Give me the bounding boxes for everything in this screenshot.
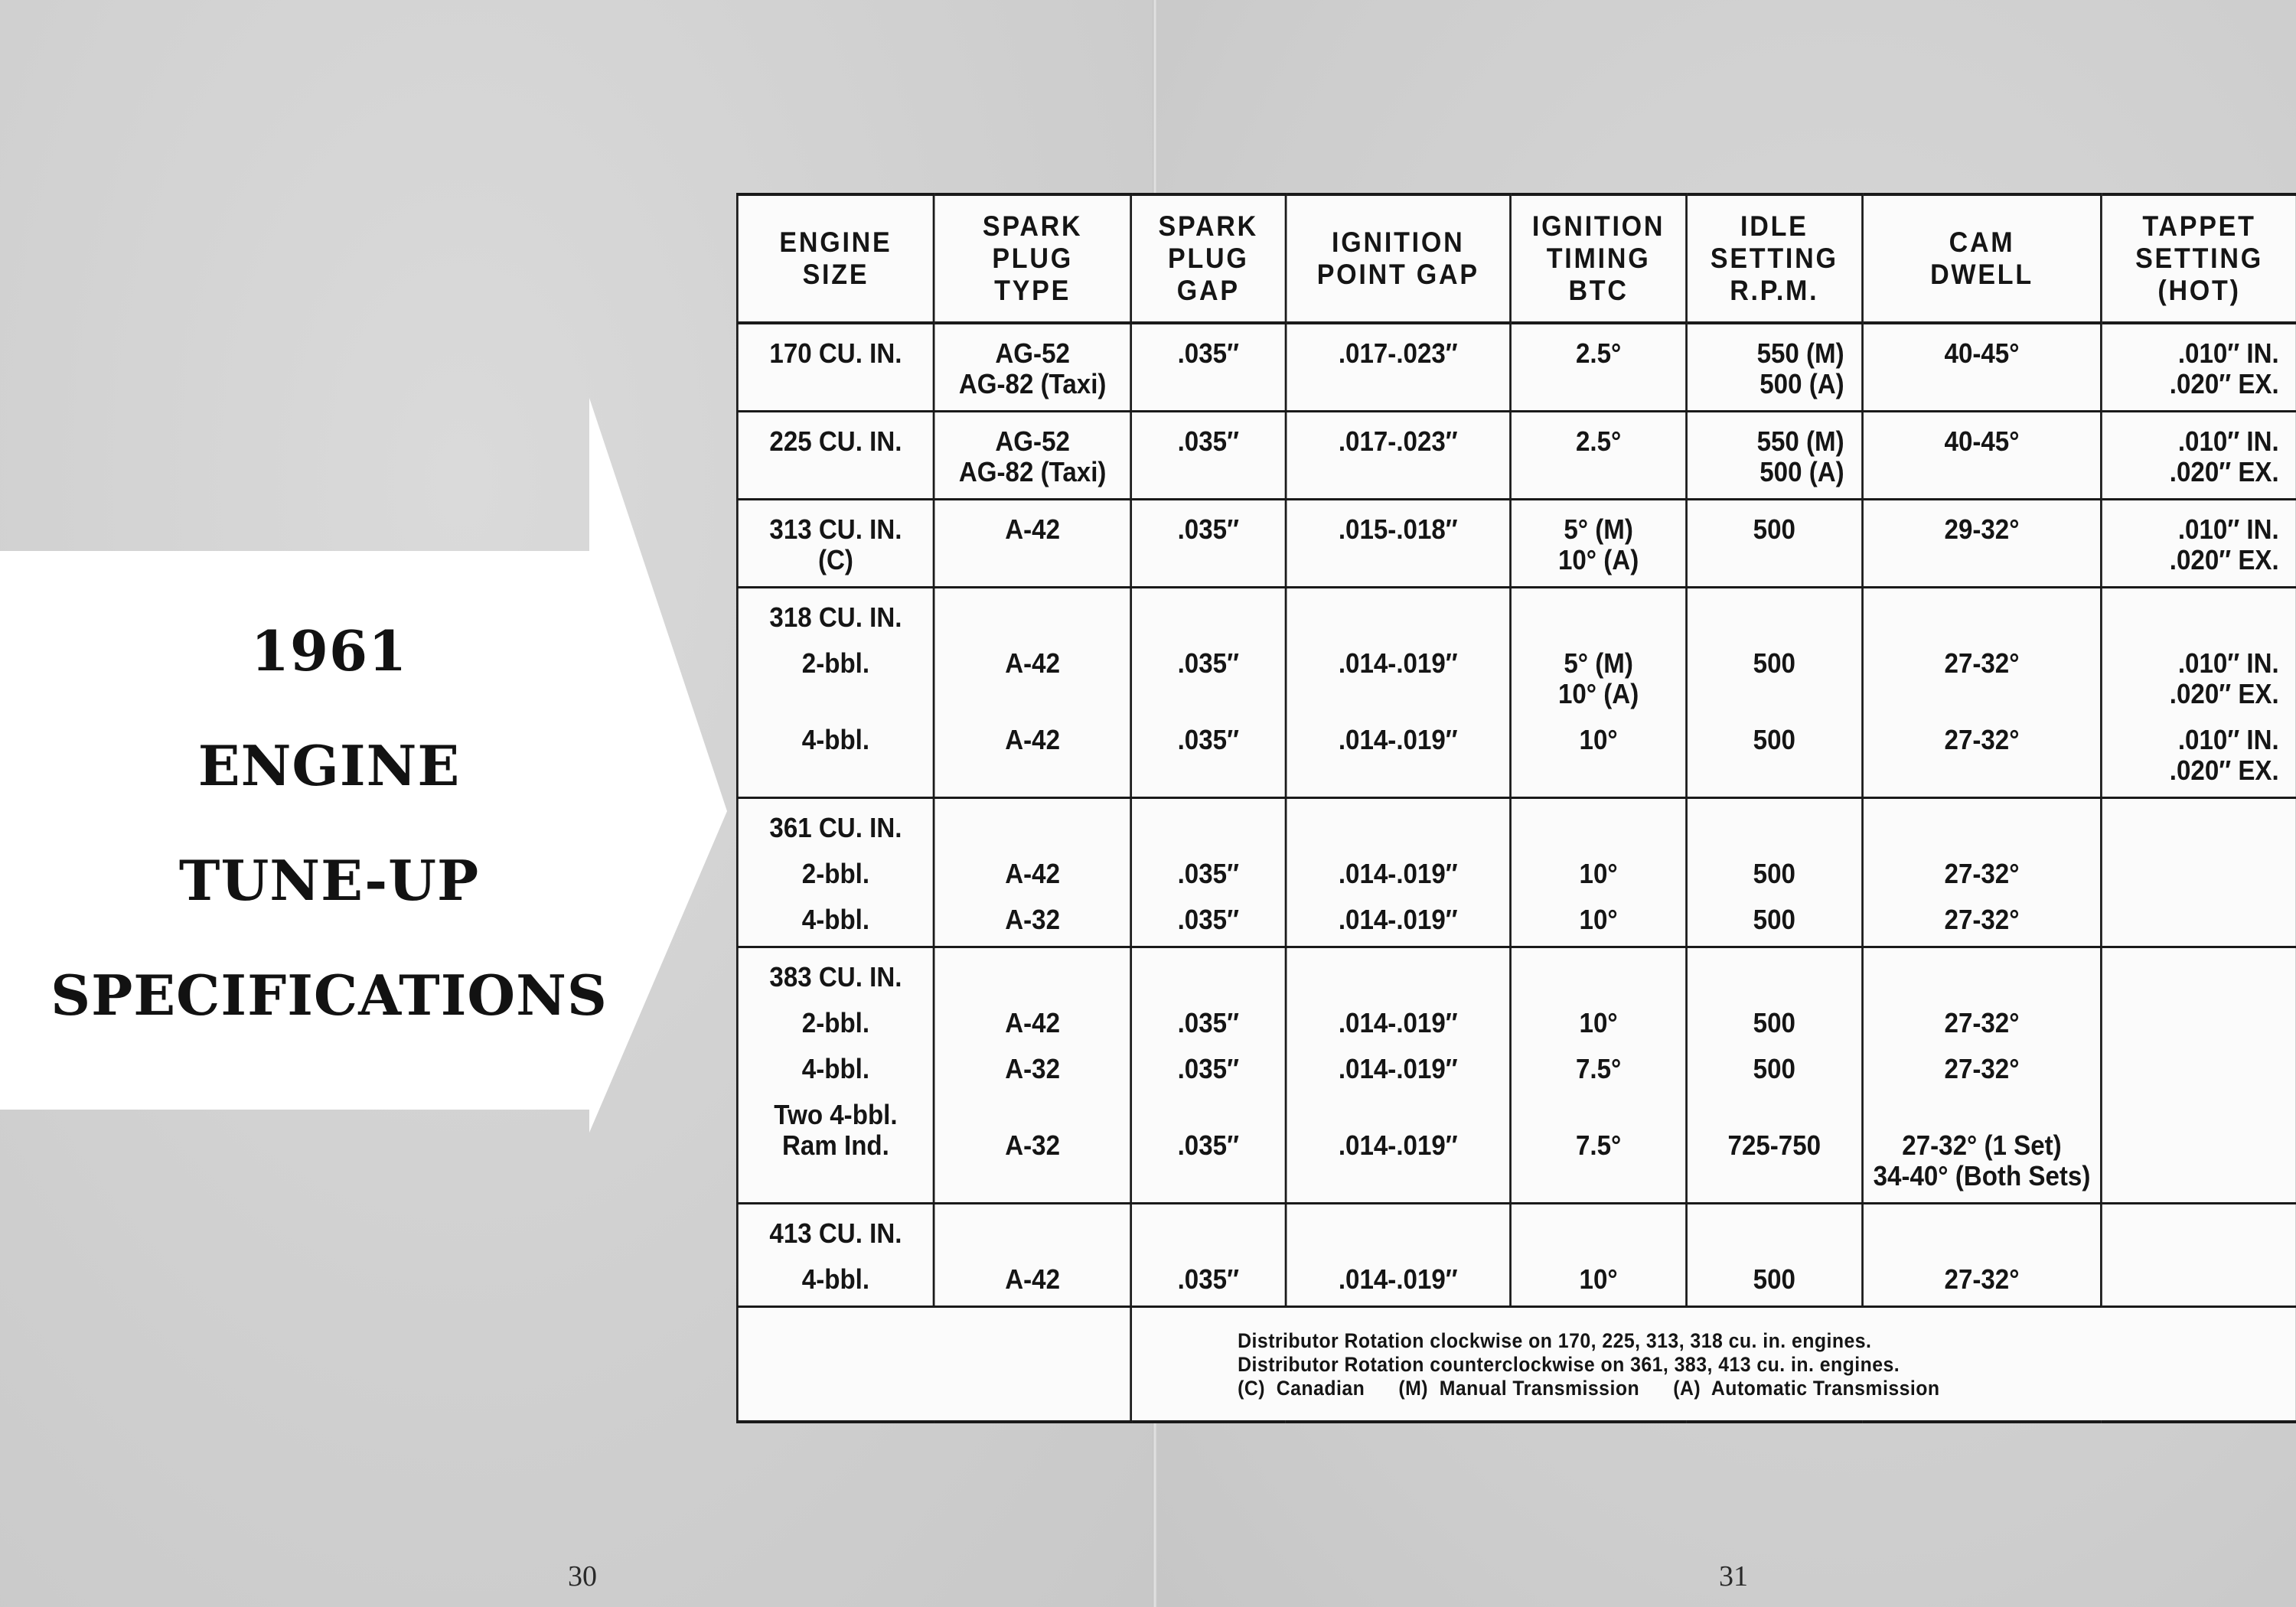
point-gap-cell: .015-.018″ xyxy=(1286,500,1511,588)
plug-gap-cell: .035″ .035″ .035″ xyxy=(1131,947,1286,1204)
page-number-left: 30 xyxy=(568,1560,597,1592)
footnote-clockwise: Distributor Rotation clockwise on 170, 225, 313, 318 cu. in. engines. xyxy=(1238,1329,1872,1352)
table-row xyxy=(737,947,2296,1204)
plug-type-cell: AG-52 AG-82 (Taxi) xyxy=(934,323,1131,412)
engine-size-cell: 383 CU. IN. 2-bbl. 4-bbl. Two 4-bbl. Ram Ind. xyxy=(737,947,934,1204)
col-header-idle-setting: IDLE SETTING R.P.M. xyxy=(1686,194,1862,323)
dwell-cell: 27-32° 27-32° 27-32° (1 Set) 34-40° (Both Sets) xyxy=(1862,947,2102,1204)
col-header-tappet-setting: TAPPET SETTING (HOT) xyxy=(2102,194,2296,323)
title-engine: ENGINE xyxy=(197,733,461,798)
idle-cell: 500 xyxy=(1686,1204,1862,1307)
header-row xyxy=(737,194,2296,323)
timing-cell: 10° 7.5° 7.5° xyxy=(1511,947,1687,1204)
table-row xyxy=(737,323,2296,412)
col-header-spark-plug-type: SPARK PLUG TYPE xyxy=(934,194,1131,323)
tappet-cell: .010″ IN. .020″ EX. .010″ IN. .020″ EX. xyxy=(2102,588,2296,798)
plug-type-cell: A-42 A-32 xyxy=(934,798,1131,947)
table-row xyxy=(737,798,2296,947)
idle-cell: 550 (M) 500 (A) xyxy=(1686,412,1862,500)
col-header-ignition-timing: IGNITION TIMING BTC xyxy=(1511,194,1687,323)
engine-size-cell: 318 CU. IN. 2-bbl. 4-bbl. xyxy=(737,588,934,798)
tappet-cell xyxy=(2102,1204,2296,1307)
engine-size-cell: 225 CU. IN. xyxy=(737,412,934,500)
footnote-legend: (C) Canadian (M) Manual Transmission (A) Automatic Transmission xyxy=(1238,1377,1940,1400)
col-header-cam-dwell: CAM DWELL xyxy=(1862,194,2102,323)
plug-gap-cell: .035″ xyxy=(1131,500,1286,588)
engine-size-cell: 413 CU. IN. 4-bbl. xyxy=(737,1204,934,1307)
dwell-cell: 40-45° xyxy=(1862,323,2102,412)
idle-cell: 550 (M) 500 (A) xyxy=(1686,323,1862,412)
point-gap-cell: .017-.023″ xyxy=(1286,412,1511,500)
point-gap-cell: .014-.019″ xyxy=(1286,1204,1511,1307)
title-year: 1961 xyxy=(250,618,408,683)
plug-gap-cell: .035″ xyxy=(1131,1204,1286,1307)
timing-cell: 2.5° xyxy=(1511,412,1687,500)
point-gap-cell: .014-.019″ .014-.019″ .014-.019″ xyxy=(1286,947,1511,1204)
dwell-cell: 40-45° xyxy=(1862,412,2102,500)
col-header-spark-plug-gap: SPARK PLUG GAP xyxy=(1131,194,1286,323)
point-gap-cell: .014-.019″ .014-.019″ xyxy=(1286,798,1511,947)
col-header-engine-size: ENGINE SIZE xyxy=(737,194,934,323)
notes-row xyxy=(737,1307,2296,1422)
tappet-cell: .010″ IN. .020″ EX. xyxy=(2102,412,2296,500)
tappet-cell: .010″ IN. .020″ EX. xyxy=(2102,323,2296,412)
idle-cell: 500 500 xyxy=(1686,588,1862,798)
point-gap-cell: .014-.019″ .014-.019″ xyxy=(1286,588,1511,798)
plug-gap-cell: .035″ xyxy=(1131,412,1286,500)
point-gap-cell: .017-.023″ xyxy=(1286,323,1511,412)
dwell-cell: 27-32° 27-32° xyxy=(1862,798,2102,947)
tappet-cell: .010″ IN. .020″ EX. xyxy=(2102,500,2296,588)
engine-size-cell: 313 CU. IN. (C) xyxy=(737,500,934,588)
timing-cell: 5° (M) 10° (A) xyxy=(1511,500,1687,588)
footnote-counterclockwise: Distributor Rotation counterclockwise on 361, 383, 413 cu. in. engines. xyxy=(1238,1353,1900,1376)
engine-size-cell: 361 CU. IN. 2-bbl. 4-bbl. xyxy=(737,798,934,947)
table-row xyxy=(737,588,2296,798)
idle-cell: 500 xyxy=(1686,500,1862,588)
col-header-ignition-point-gap: IGNITION POINT GAP xyxy=(1286,194,1511,323)
timing-cell: 5° (M) 10° (A) 10° xyxy=(1511,588,1687,798)
dwell-cell: 27-32° xyxy=(1862,1204,2102,1307)
plug-gap-cell: .035″ .035″ xyxy=(1131,798,1286,947)
plug-type-cell: AG-52 AG-82 (Taxi) xyxy=(934,412,1131,500)
table-row xyxy=(737,412,2296,500)
dwell-cell: 27-32° 27-32° xyxy=(1862,588,2102,798)
table-row xyxy=(737,1204,2296,1307)
title-tune-up: TUNE-UP xyxy=(178,848,480,913)
title-specifications: SPECIFICATIONS xyxy=(51,963,608,1028)
plug-gap-cell: .035″ .035″ xyxy=(1131,588,1286,798)
engine-size-cell: 170 CU. IN. xyxy=(737,323,934,412)
notes-spacer-cell xyxy=(737,1307,1130,1422)
page-title xyxy=(31,618,628,1028)
plug-type-cell: A-42 A-42 xyxy=(934,588,1131,798)
timing-cell: 10° 10° xyxy=(1511,798,1687,947)
footnotes xyxy=(1131,1307,2296,1422)
plug-gap-cell: .035″ xyxy=(1131,323,1286,412)
page-number-right: 31 xyxy=(1719,1560,1748,1592)
table-row xyxy=(737,500,2296,588)
tune-up-spec-table xyxy=(736,193,2296,1423)
dwell-cell: 29-32° xyxy=(1862,500,2102,588)
plug-type-cell: A-42 xyxy=(934,1204,1131,1307)
timing-cell: 2.5° xyxy=(1511,323,1687,412)
idle-cell: 500 500 xyxy=(1686,798,1862,947)
timing-cell: 10° xyxy=(1511,1204,1687,1307)
tappet-cell xyxy=(2102,947,2296,1204)
tappet-cell xyxy=(2102,798,2296,947)
idle-cell: 500 500 725-750 xyxy=(1686,947,1862,1204)
plug-type-cell: A-42 xyxy=(934,500,1131,588)
plug-type-cell: A-42 A-32 A-32 xyxy=(934,947,1131,1204)
